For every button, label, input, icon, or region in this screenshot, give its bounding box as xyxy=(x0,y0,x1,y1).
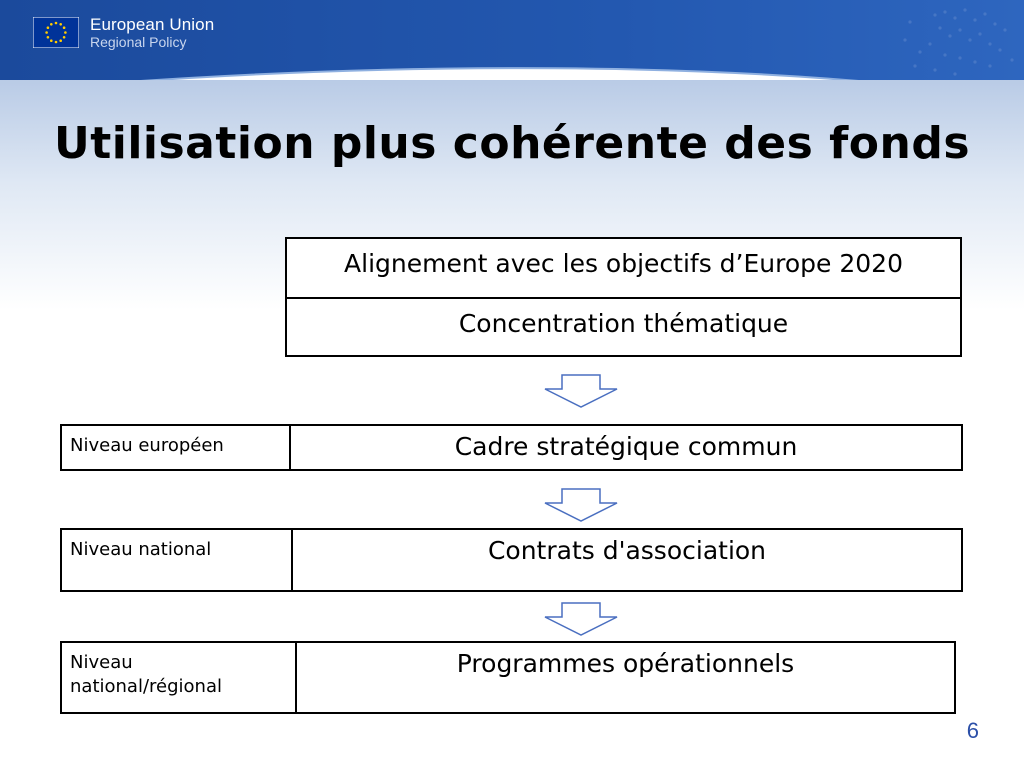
level-value: Programmes opérationnels xyxy=(456,649,795,678)
level-row-european xyxy=(60,424,963,471)
level-row-regional xyxy=(60,641,956,714)
level-value: Contrats d'association xyxy=(487,536,767,565)
down-arrow-icon xyxy=(543,374,619,408)
down-arrow-icon xyxy=(543,488,619,522)
objectives-row-2: Concentration thématique xyxy=(287,297,960,355)
objectives-box xyxy=(285,237,962,357)
page-number: 6 xyxy=(966,718,979,743)
slide-title: Utilisation plus cohérente des fonds xyxy=(53,118,971,169)
eu-wordmark xyxy=(90,16,214,49)
org-name: European Union xyxy=(90,15,215,34)
dept-name: Regional Policy xyxy=(90,34,187,50)
level-label: Niveau national xyxy=(62,530,293,590)
down-arrow-icon xyxy=(543,602,619,636)
objectives-row-1: Alignement avec les objectifs d’Europe 2020 xyxy=(344,249,903,278)
eu-flag-logo xyxy=(33,17,79,48)
level-row-national xyxy=(60,528,963,592)
level-label: Niveau européen xyxy=(62,426,291,469)
level-value: Cadre stratégique commun xyxy=(454,432,798,461)
level-label: Niveau national/régional xyxy=(62,643,297,712)
